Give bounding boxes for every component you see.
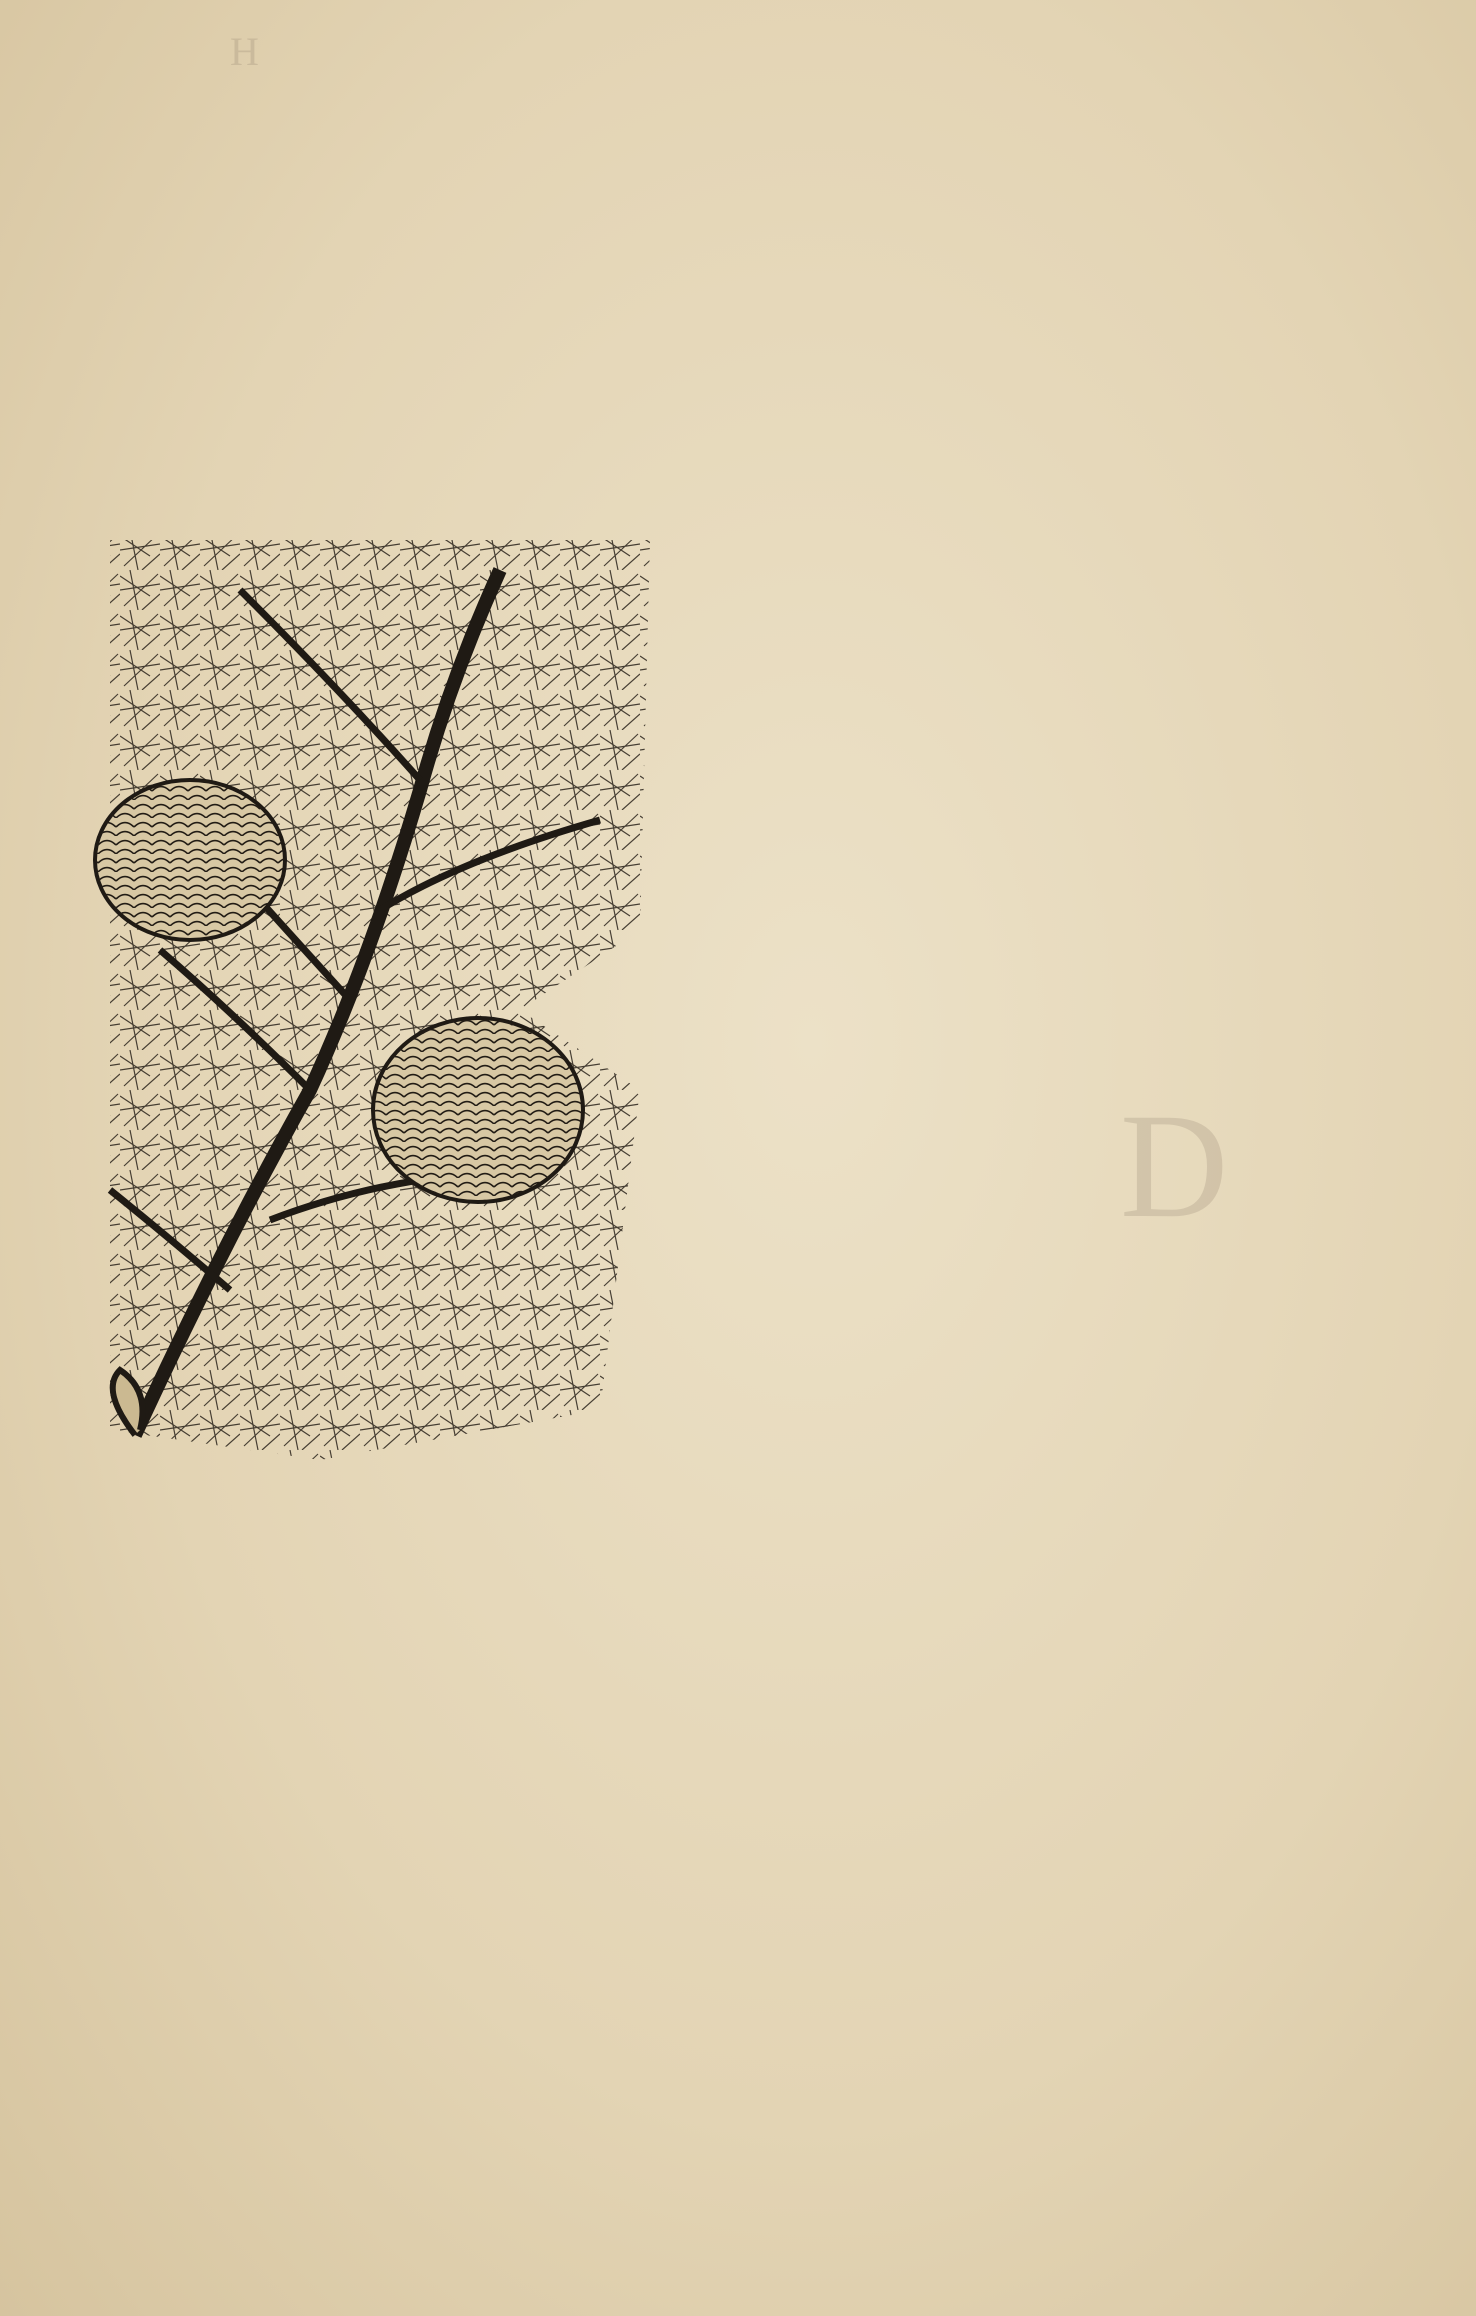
- bleed-through: H: [230, 29, 259, 74]
- bleed-through-initial: D: [1120, 1083, 1229, 1249]
- cedar-woodcut-illustration: [80, 530, 670, 1500]
